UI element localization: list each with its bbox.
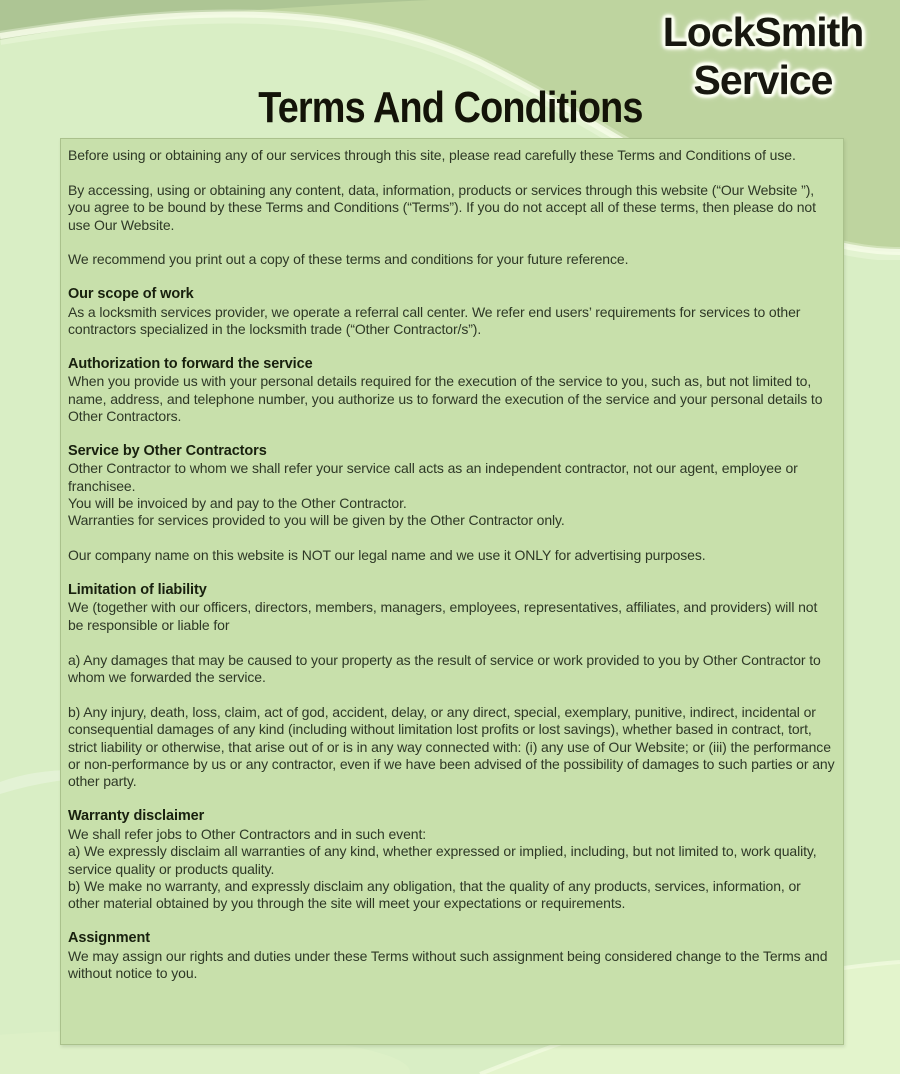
- section-heading: Warranty disclaimer: [68, 808, 205, 825]
- terms-block: [68, 930, 835, 982]
- terms-block: [68, 443, 835, 530]
- section-heading: Assignment: [68, 930, 150, 947]
- terms-block: [68, 356, 835, 426]
- paragraph-line: b) We make no warranty, and expressly disclaim any obligation, that the quality of any products, services, information, or other material obtained by you through the site will meet your expectations or requirements.: [68, 877, 801, 912]
- paragraph-line: As a locksmith services provider, we operate a referral call center. We refer end users’ requirements for services to other contractors specialized in the locksmith trade (“Other Contractor/s”).: [68, 303, 801, 338]
- paragraph-line: Our company name on this website is NOT our legal name and we use it ONLY for advertising purposes.: [68, 547, 706, 564]
- paragraph-line: We shall refer jobs to Other Contractors and in such event:: [68, 825, 427, 842]
- logo-line-1: LockSmith: [662, 9, 864, 55]
- terms-block: [68, 547, 835, 564]
- logo-line-2: Service: [693, 57, 833, 103]
- terms-panel: [60, 138, 844, 1045]
- section-heading: Limitation of liability: [68, 582, 207, 599]
- paragraph-line: We may assign our rights and duties under these Terms without such assignment being considered change to the Terms and without notice to you.: [68, 947, 828, 981]
- terms-block: [68, 704, 835, 791]
- paragraph-line: a) Any damages that may be caused to your property as the result of service or work provided to you by Other Contractor to whom we forwarded the service.: [68, 651, 821, 686]
- page-title: Terms And Conditions: [257, 83, 643, 132]
- paragraph-line: b) Any injury, death, loss, claim, act of god, accident, delay, or any direct, special, exemplary, punitive, indirect, incidental or consequential damages of any kind (including without limitation lost profits or lost savings), whether based in contract, tort, strict liability or otherwise, that arise out of or is in any way connected with: (i) any use of Our Website; or (iii) the performance or non-performance by us or any contractor, even if we have been advised of the possibility of damages to such parties or any other party.: [68, 703, 835, 790]
- section-heading: Authorization to forward the service: [68, 355, 313, 372]
- paragraph-line: Other Contractor to whom we shall refer your service call acts as an independent contractor, not our agent, employee or franchisee.: [68, 460, 798, 494]
- paragraph-line: When you provide us with your personal details required for the execution of the service to you, such as, but not limited to, name, address, and telephone number, you authorize us to forward the execution of the service and your personal details to Other Contractors.: [68, 373, 823, 425]
- terms-block: [68, 808, 835, 912]
- section-heading: Our scope of work: [68, 286, 194, 303]
- terms-block: [68, 652, 835, 687]
- paragraph-line: Before using or obtaining any of our services through this site, please read carefully these Terms and Conditions of use.: [68, 147, 796, 163]
- paragraph-line: By accessing, using or obtaining any content, data, information, products or services through this website (“Our Website ”), you agree to be bound by these Terms and Conditions (“Terms”). If you do not accept all of these terms, then please do not use Our Website.: [68, 181, 816, 233]
- terms-block: [68, 182, 835, 234]
- paragraph-line: We (together with our officers, directors, members, managers, employees, representatives, affiliates, and providers) will not be responsible or liable for: [68, 599, 818, 633]
- section-heading: Service by Other Contractors: [68, 442, 267, 459]
- terms-block: [68, 286, 835, 338]
- terms-content: [68, 147, 835, 982]
- paragraph-line: We recommend you print out a copy of these terms and conditions for your future reference.: [68, 251, 629, 268]
- terms-block: [68, 251, 835, 268]
- terms-block: [68, 582, 835, 634]
- paragraph-line: You will be invoiced by and pay to the Other Contractor.: [68, 495, 407, 512]
- paragraph-line: a) We expressly disclaim all warranties of any kind, whether expressed or implied, including, but not limited to, work quality, service quality or products quality.: [68, 843, 817, 877]
- terms-block: [68, 147, 835, 164]
- paragraph-line: Warranties for services provided to you will be given by the Other Contractor only.: [68, 512, 565, 529]
- locksmith-service-logo: [638, 8, 888, 104]
